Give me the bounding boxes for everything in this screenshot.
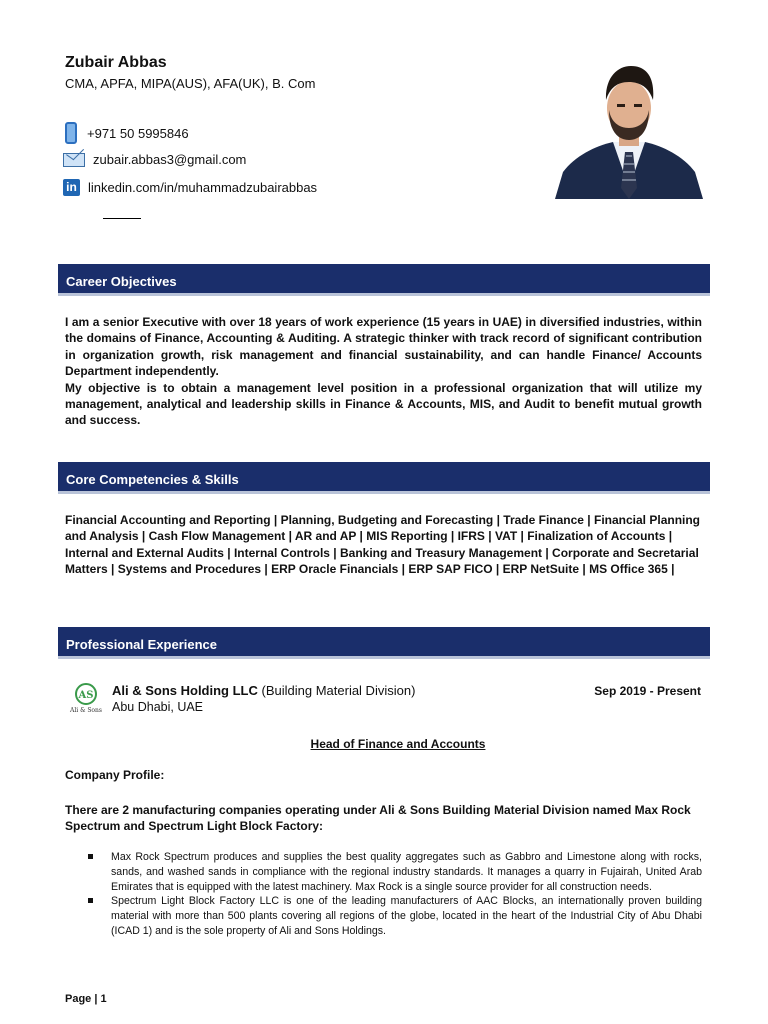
- section-header-professional-experience: [58, 627, 710, 659]
- job-title: Head of Finance and Accounts: [310, 737, 486, 751]
- contact-phone: [63, 122, 189, 144]
- company-profile-label: Company Profile:: [65, 768, 165, 782]
- employment-dates: Sep 2019 - Present: [594, 684, 701, 698]
- mobile-phone-icon: [65, 122, 77, 144]
- contact-email: [63, 152, 246, 167]
- list-item: Spectrum Light Block Factory LLC is one of the leading manufacturers of AAC Blocks, an internationally proven building material with more than 500 plants covering all regions of the globe, located in the heart of the Industrial City of Abu Dhabi (ICAD 1) and is the sole property of Ali and Sons Holdings.: [84, 894, 702, 938]
- company-name: Ali & Sons Holding LLC: [112, 683, 258, 698]
- objective-paragraph-2: My objective is to obtain a management level position in a professional organization that will utilize my management, analytical and leadership skills in Finance & Accounts, MIS, and Audit to benefit mutual growth and success.: [65, 380, 702, 428]
- company-name-line: [112, 683, 415, 698]
- candidate-credentials: CMA, APFA, MIPA(AUS), AFA(UK), B. Com: [65, 76, 316, 91]
- company-location: Abu Dhabi, UAE: [112, 700, 204, 714]
- company-profile-bullets: [84, 850, 702, 939]
- profile-photo: [555, 60, 703, 199]
- divider-line: [103, 218, 141, 219]
- section-header-career-objectives: [58, 264, 710, 296]
- logo-wordmark: Ali & Sons: [70, 707, 102, 714]
- company-logo: [66, 682, 106, 716]
- linkedin-icon: in: [63, 179, 80, 196]
- job-title-row: [0, 737, 768, 751]
- linkedin-url[interactable]: linkedin.com/in/muhammadzubairabbas: [88, 180, 318, 195]
- section-title: Professional Experience: [66, 637, 218, 652]
- section-title: Career Objectives: [66, 274, 177, 289]
- contact-linkedin: [63, 179, 317, 196]
- candidate-name: Zubair Abbas: [65, 54, 167, 71]
- list-item: Max Rock Spectrum produces and supplies the best quality aggregates such as Gabbro and Limestone along with rocks, sands, and washed sands in compliance with the regional industry standards. It manages a quarry in Fujairah, United Arab Emirates that is equipped with the latest machinery. Max Rock is a single source provider for all construction needs.: [84, 850, 702, 894]
- email-icon: [63, 153, 85, 167]
- skills-list: Financial Accounting and Reporting | Planning, Budgeting and Forecasting | Trade Finance | Financial Planning and Analysis | Cash Flow Management | AR and AP | MIS Reporting | IFRS | VAT | Finalization of Accounts | Internal and External Audits | Internal Controls | Banking and Treasury Management | Corporate and Secretarial Matters | Systems and Procedures | ERP Oracle Financials | ERP SAP FICO | ERP NetSuite | MS Office 365 |: [65, 513, 701, 577]
- section-title: Core Competencies & Skills: [66, 472, 239, 487]
- page-number: Page | 1: [65, 993, 107, 1005]
- company-division: (Building Material Division): [261, 683, 416, 698]
- svg-text:AS: AS: [78, 690, 94, 701]
- career-objectives-text: [65, 314, 702, 429]
- section-header-core-competencies: [58, 462, 710, 494]
- email-address[interactable]: zubair.abbas3@gmail.com: [93, 152, 247, 167]
- phone-number: +971 50 5995846: [87, 125, 189, 141]
- objective-paragraph-1: I am a senior Executive with over 18 years of work experience (15 years in UAE) in diversified industries, within the domains of Finance, Accounting & Auditing. A strategic thinker with track record of significant contribution in organization growth, risk management and financial sustainability, and can handle Finance/ Accounts Department independently.: [65, 315, 702, 379]
- company-profile-intro: There are 2 manufacturing companies operating under Ali & Sons Building Material Division named Max Rock Spectrum and Spectrum Light Block Factory:: [65, 803, 691, 833]
